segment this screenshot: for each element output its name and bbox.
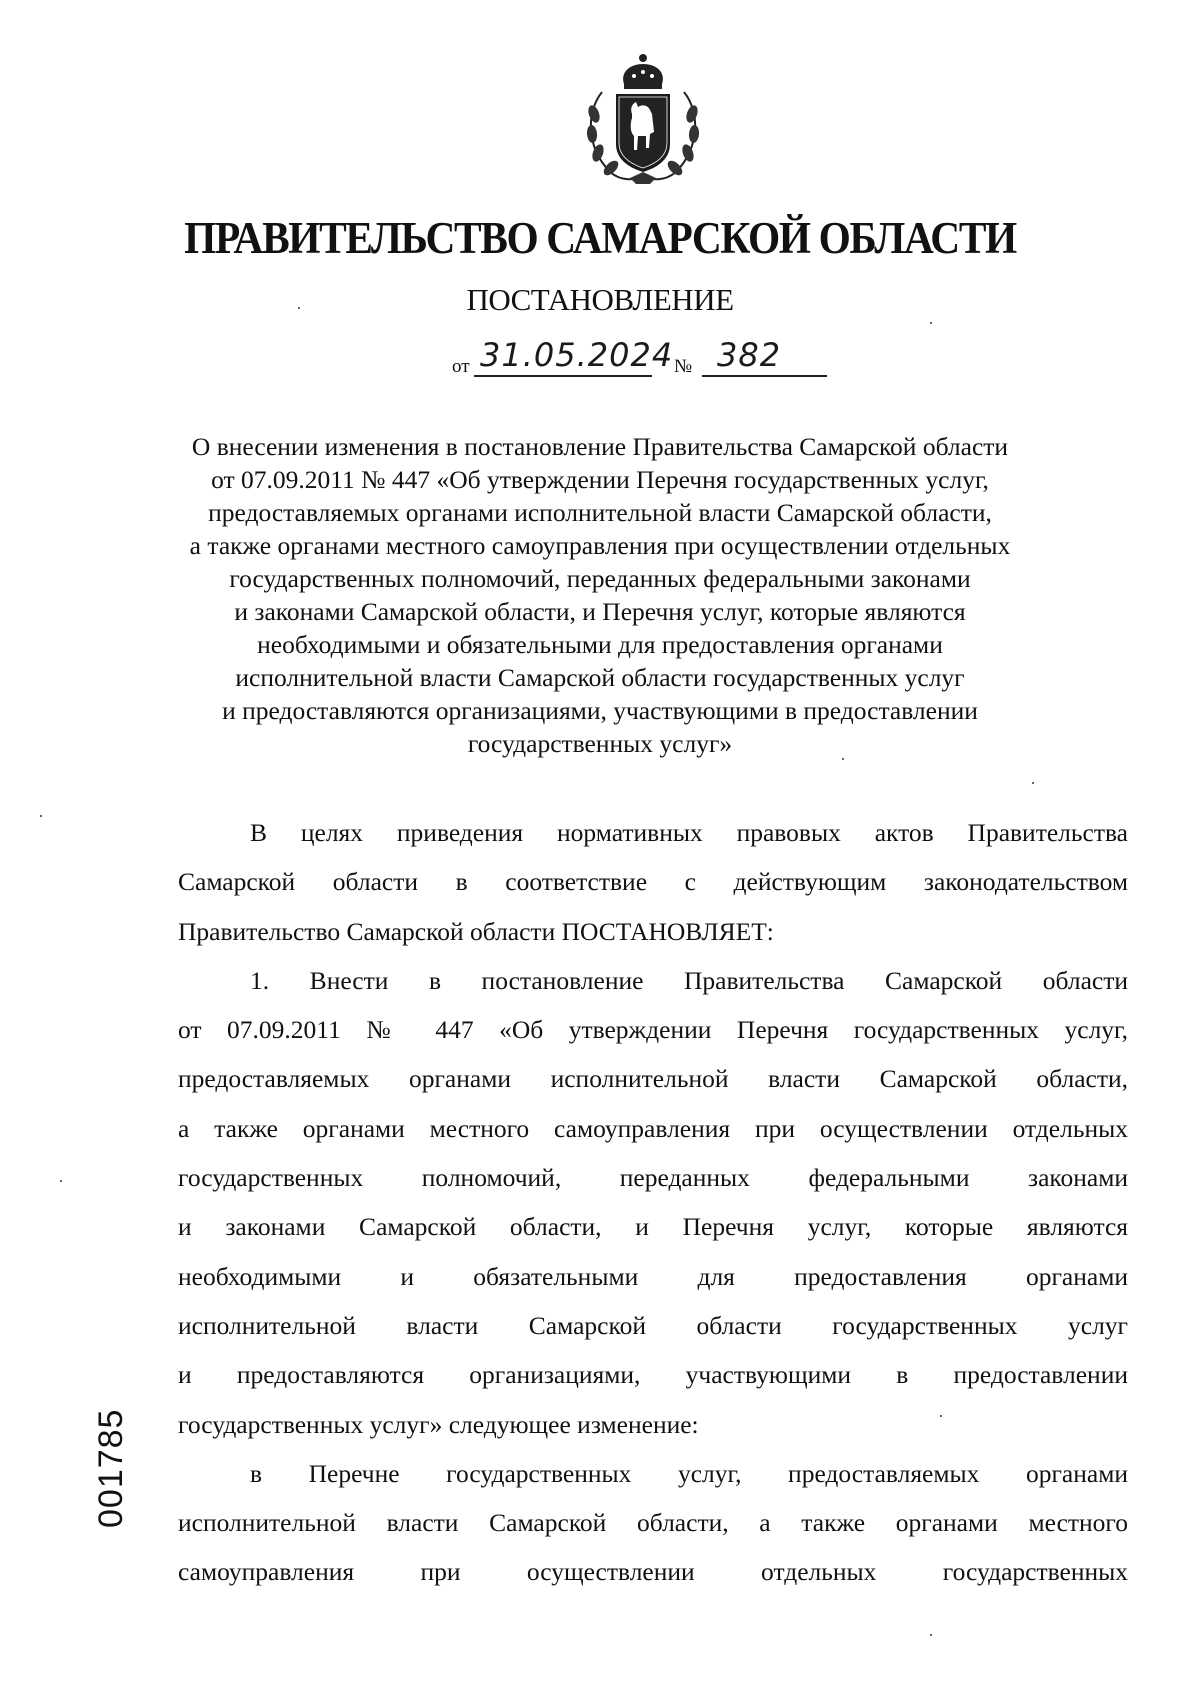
subject-line: О внесении изменения в постановление Правительства Самарской области [191, 432, 1009, 461]
scan-speck [40, 815, 42, 817]
margin-registration-stamp: 001785 [92, 1408, 130, 1528]
document-body [178, 808, 1128, 1597]
body-line: от 07.09.2011 № 447 «Об утверждении Перечня государственных услуг, [178, 1015, 1128, 1045]
scan-speck [842, 758, 844, 760]
document-type: ПОСТАНОВЛЕНИЕ [466, 282, 734, 317]
scan-speck [60, 1180, 62, 1182]
organization-title: ПРАВИТЕЛЬСТВО САМАРСКОЙ ОБЛАСТИ [184, 213, 1016, 263]
body-line: исполнительной власти Самарской области, а также органами местного [178, 1508, 1128, 1538]
subject-line: необходимыми и обязательными для предоставления органами [257, 630, 943, 659]
samara-coat-of-arms-icon [580, 52, 706, 186]
number-underline [702, 375, 827, 377]
subject-line: государственных полномочий, переданных федеральными законами [229, 564, 971, 593]
number-prefix: № [674, 356, 693, 377]
scan-speck [940, 1415, 942, 1417]
scan-speck [1032, 782, 1034, 784]
scan-speck [930, 1634, 932, 1636]
date-underline [474, 375, 652, 377]
body-line: предоставляемых органами исполнительной власти Самарской области, [178, 1064, 1128, 1094]
subject-line: и законами Самарской области, и Перечня услуг, которые являются [234, 597, 966, 626]
body-line: Правительство Самарской области ПОСТАНОВЛЯЕТ: [178, 916, 774, 946]
body-line: Самарской области в соответствие с действующим законодательством [178, 867, 1128, 897]
scan-speck [298, 307, 300, 309]
subject-line: предоставляемых органами исполнительной власти Самарской области, [208, 498, 992, 527]
body-line: 1. Внести в постановление Правительства Самарской области [250, 965, 1128, 995]
body-line: и предоставляются организациями, участвующими в предоставлении [178, 1360, 1128, 1390]
body-line: В целях приведения нормативных правовых актов Правительства [250, 818, 1128, 847]
body-line: самоуправления при осуществлении отдельных государственных [178, 1557, 1128, 1587]
date-prefix: от [452, 356, 470, 377]
document-subject [140, 430, 1060, 760]
subject-line: и предоставляются организациями, участвующими в предоставлении [222, 696, 978, 725]
handwritten-number: 382 [717, 336, 782, 374]
handwritten-date: 31.05.2024 [480, 336, 674, 374]
body-line: государственных услуг» следующее изменение: [178, 1409, 699, 1439]
scan-speck [930, 322, 932, 324]
subject-line: исполнительной власти Самарской области государственных услуг [235, 663, 965, 692]
subject-line: а также органами местного самоуправления при осуществлении отдельных [189, 531, 1011, 560]
body-line: а также органами местного самоуправления при осуществлении отдельных [178, 1113, 1128, 1143]
body-line: исполнительной власти Самарской области государственных услуг [178, 1310, 1128, 1340]
body-line: государственных полномочий, переданных федеральными законами [178, 1163, 1128, 1193]
subject-line: государственных услуг» [467, 729, 733, 758]
body-line: в Перечне государственных услуг, предоставляемых органами [250, 1458, 1128, 1488]
subject-line: от 07.09.2011 № 447 «Об утверждении Перечня государственных услуг, [211, 465, 989, 494]
body-line: и законами Самарской области, и Перечня услуг, которые являются [178, 1212, 1128, 1242]
body-line: необходимыми и обязательными для предоставления органами [178, 1261, 1128, 1291]
date-number-line [452, 338, 842, 378]
